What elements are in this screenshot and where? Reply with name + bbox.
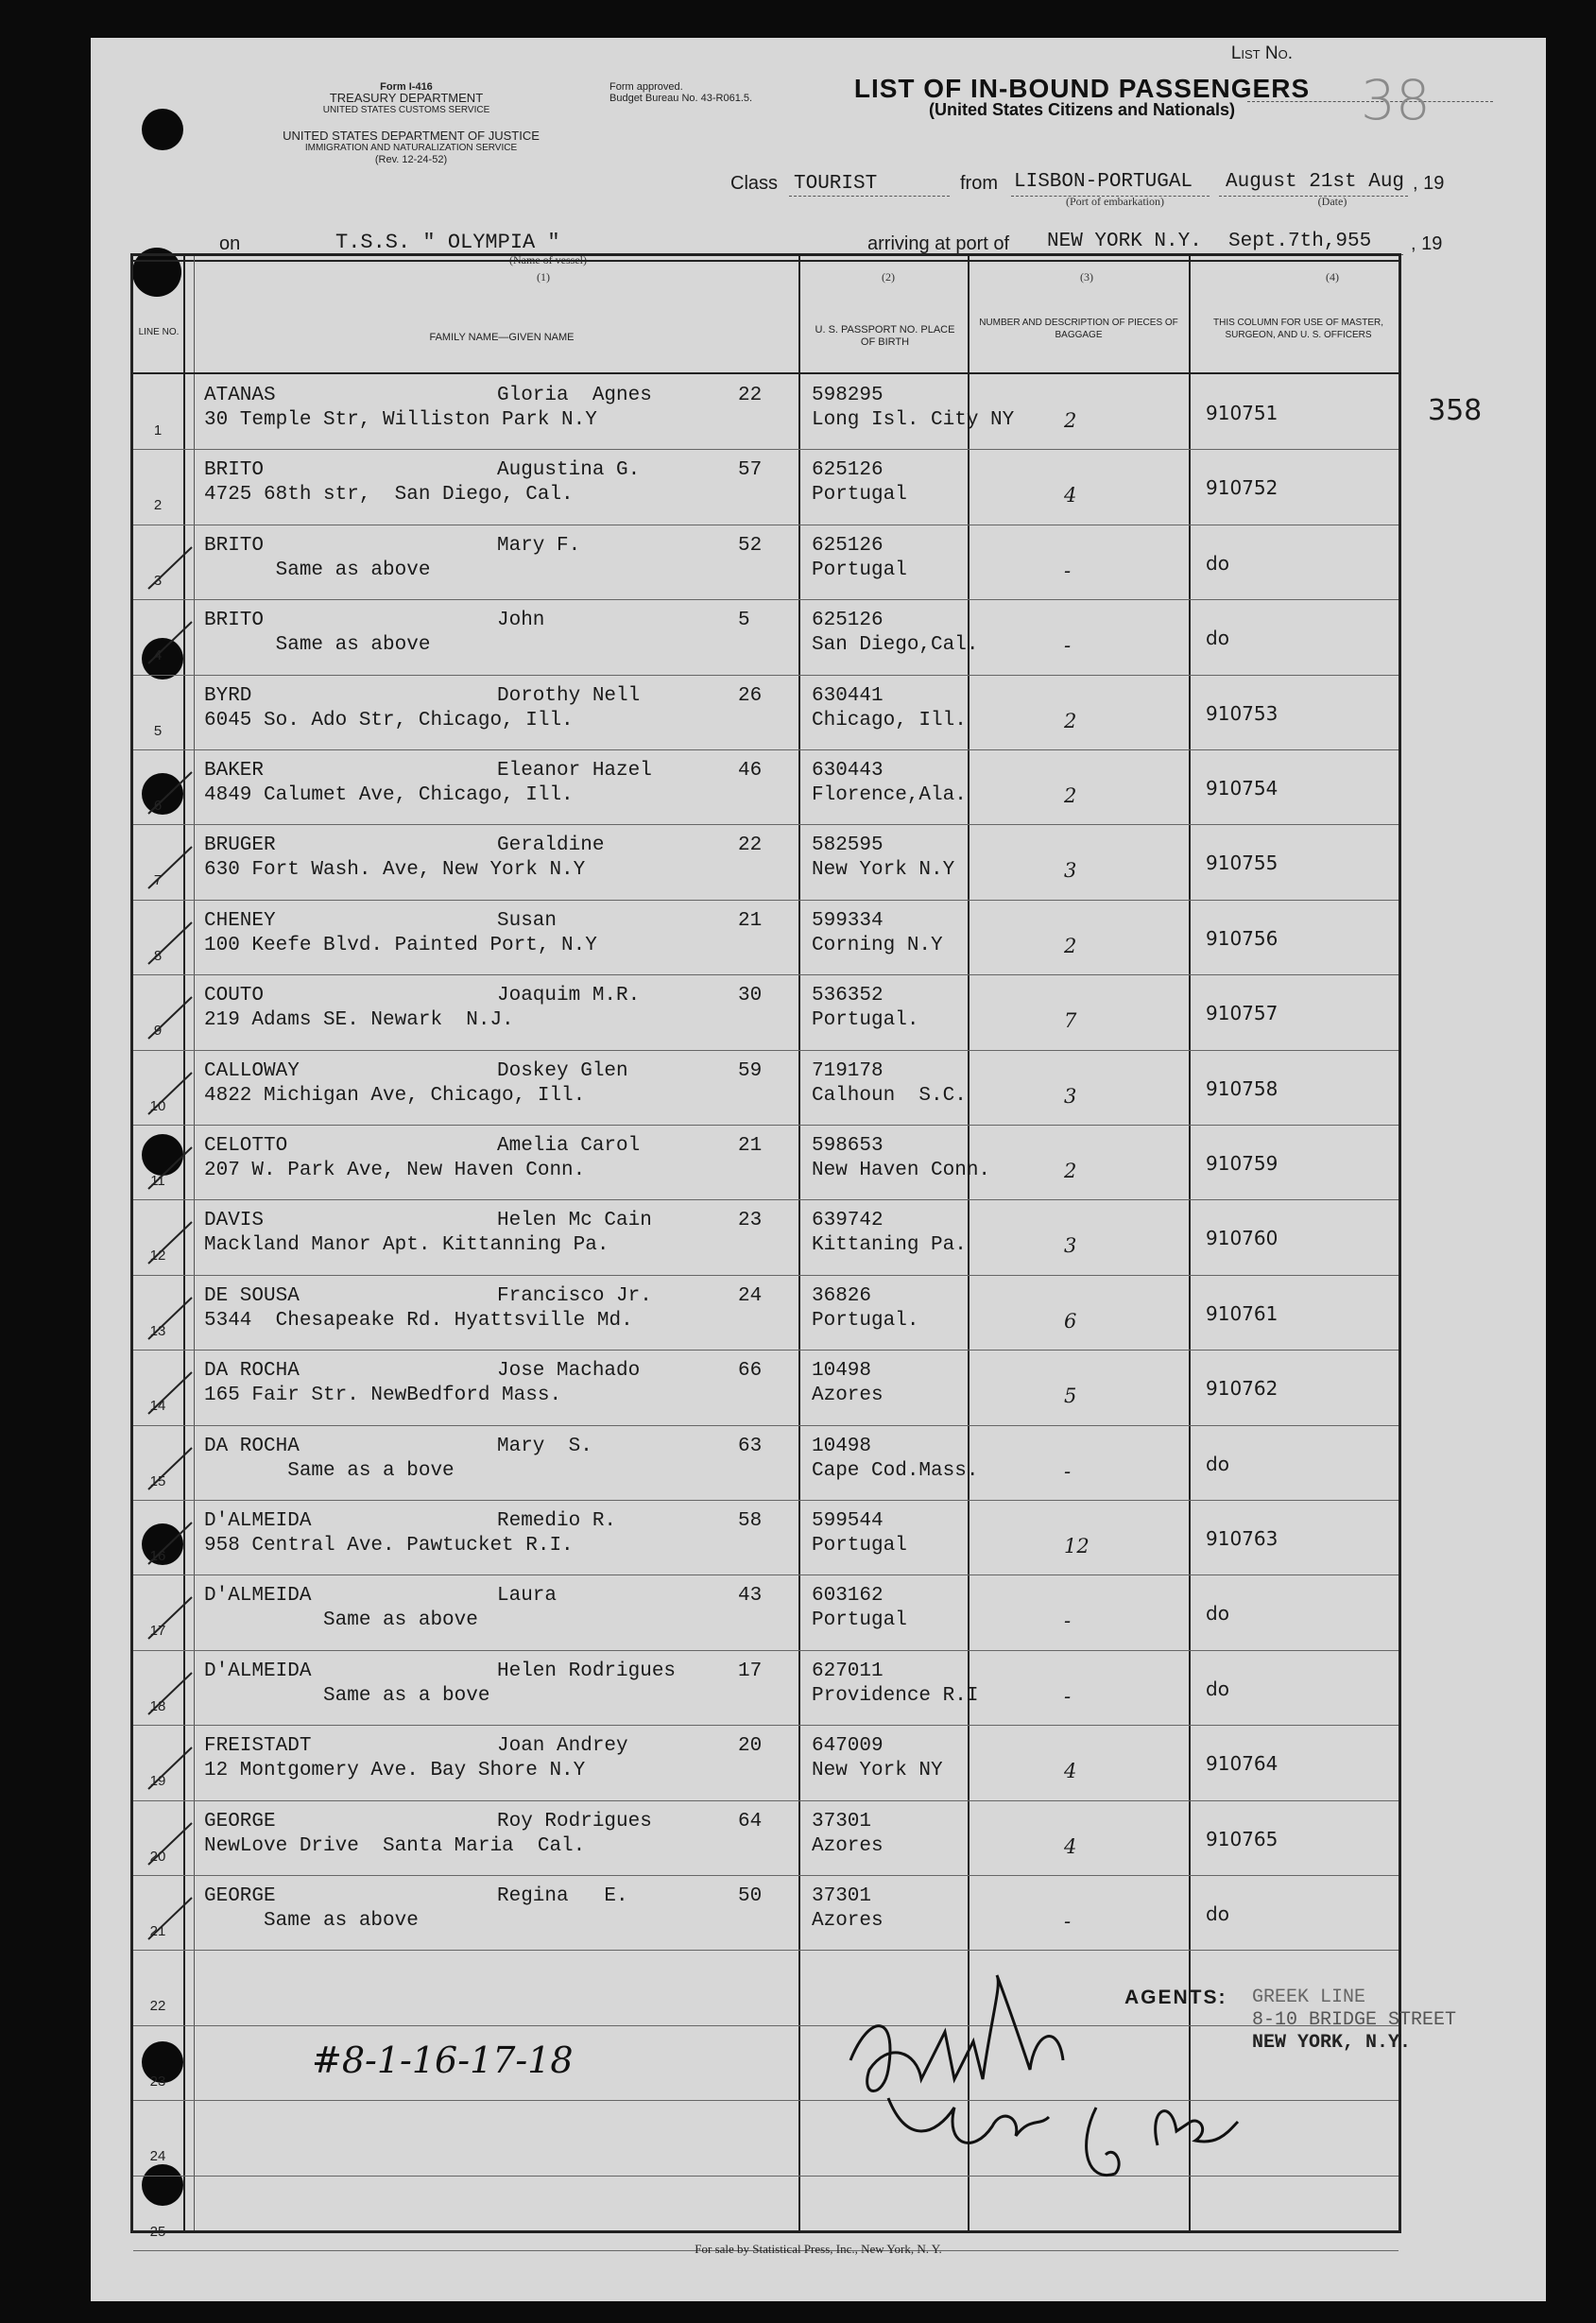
baggage-count: 2: [1064, 934, 1077, 957]
class-value: TOURIST: [794, 173, 878, 195]
row-number: 3: [153, 572, 163, 589]
place-of-birth: New York NY: [812, 1760, 943, 1782]
age: 57: [738, 459, 763, 482]
baggage-count: -: [1064, 1459, 1072, 1483]
signature: [832, 1956, 1323, 2202]
place-of-birth: Chicago, Ill.: [812, 709, 967, 731]
arriving-label: arriving at port of: [867, 233, 1010, 254]
given-name: Remedio R.: [497, 1510, 617, 1532]
table-top-rule: [133, 260, 1399, 262]
address: 4725 68th str, San Diego, Cal.: [204, 484, 574, 507]
row-rule: [133, 1650, 1399, 1651]
row-number: 22: [149, 1998, 166, 2015]
age: 46: [738, 760, 763, 782]
row-number: 1: [153, 422, 163, 439]
row-number: 9: [153, 1023, 163, 1040]
officer-number: 910757: [1206, 1002, 1279, 1025]
officer-number: 910762: [1206, 1377, 1279, 1401]
row-number: 23: [149, 2073, 166, 2090]
row-rule: [133, 449, 1399, 450]
family-name: CALLOWAY: [204, 1059, 300, 1082]
list-number-value: 38: [1361, 68, 1431, 132]
row-rule: [133, 1800, 1399, 1801]
family-name: D'ALMEIDA: [204, 1660, 312, 1682]
row-number: 16: [149, 1548, 166, 1564]
address: Mackland Manor Apt. Kittanning Pa.: [204, 1234, 609, 1257]
justice-department: UNITED STATES DEPARTMENT OF JUSTICE: [283, 129, 540, 143]
row-rule: [133, 1275, 1399, 1276]
col-divider: [968, 256, 970, 2230]
place-of-birth: New Haven Conn.: [812, 1160, 991, 1181]
place-of-birth: Azores: [812, 1834, 884, 1857]
place-of-birth: Cape Cod.Mass.: [812, 1459, 979, 1482]
age: 21: [738, 1135, 763, 1157]
address: 165 Fair Str. NewBedford Mass.: [204, 1385, 562, 1407]
row-number: 18: [149, 1697, 166, 1714]
form-approved: Form approved.: [609, 81, 683, 93]
passport-number: 599544: [812, 1510, 884, 1532]
embark-date: August 21st Aug: [1226, 171, 1405, 193]
place-of-birth: Long Isl. City NY: [812, 409, 1015, 431]
row-rule: [133, 1425, 1399, 1426]
age: 59: [738, 1059, 763, 1082]
row-number: 25: [149, 2223, 166, 2240]
age: 52: [738, 534, 763, 557]
given-name: Helen Mc Cain: [497, 1210, 652, 1232]
given-name: Francisco Jr.: [497, 1284, 652, 1307]
passport-number: 582595: [812, 835, 884, 857]
passport-number: 598295: [812, 385, 884, 406]
age: 26: [738, 684, 763, 707]
officer-number: 910758: [1206, 1076, 1279, 1100]
address: 12 Montgomery Ave. Bay Shore N.Y: [204, 1760, 586, 1782]
immigration-service: IMMIGRATION AND NATURALIZATION SERVICE: [304, 143, 518, 153]
row-number: 10: [149, 1097, 166, 1114]
caption-4: (4): [1326, 270, 1339, 284]
officer-number: 910754: [1206, 777, 1279, 800]
baggage-count: 3: [1064, 1234, 1077, 1258]
passport-number: 639742: [812, 1210, 884, 1232]
officer-number: 910752: [1206, 476, 1279, 500]
passport-number: 37301: [812, 1885, 872, 1907]
officer-number: do: [1206, 627, 1229, 650]
col-header-passport: U. S. PASSPORT NO. PLACE OF BIRTH: [815, 324, 955, 348]
row-rule: [133, 824, 1399, 825]
row-number: 8: [153, 947, 163, 964]
port-of-embarkation: LISBON-PORTUGAL: [1014, 171, 1193, 193]
place-of-birth: Kittaning Pa.: [812, 1234, 967, 1257]
baggage-count: 4: [1064, 1834, 1077, 1858]
family-name: DA ROCHA: [204, 1360, 300, 1383]
baggage-count: 6: [1064, 1309, 1077, 1333]
year-label-2: , 19: [1411, 233, 1443, 254]
age: 22: [738, 385, 763, 406]
footer-imprint: For sale by Statistical Press, Inc., New York, N. Y.: [695, 2242, 942, 2256]
caption-3: (3): [1080, 270, 1093, 284]
baggage-count: 3: [1064, 1084, 1077, 1108]
address: 4849 Calumet Ave, Chicago, Ill.: [204, 784, 574, 806]
address: 5344 Chesapeake Rd. Hyattsville Md.: [204, 1309, 633, 1332]
caption-2: (2): [882, 270, 895, 284]
row-number: 20: [149, 1848, 166, 1865]
class-line: [789, 195, 950, 197]
place-of-birth: Azores: [812, 1910, 884, 1932]
vessel-caption: (Name of vessel): [509, 253, 587, 267]
baggage-count: -: [1064, 1910, 1072, 1933]
place-of-birth: Portugal: [812, 1609, 907, 1632]
address: Same as above: [204, 1609, 478, 1632]
page-title: LIST OF IN-BOUND PASSENGERS: [853, 74, 1311, 103]
row-number: 4: [153, 647, 163, 664]
place-of-birth: Corning N.Y: [812, 934, 943, 956]
given-name: Amelia Carol: [497, 1135, 641, 1157]
age: 63: [738, 1435, 763, 1457]
passport-number: 630441: [812, 684, 884, 707]
row-rule: [133, 1350, 1399, 1351]
given-name: Joan Andrey: [497, 1735, 628, 1758]
port-caption: (Port of embarkation): [1066, 195, 1164, 208]
arrival-date: Sept.7th,955: [1228, 231, 1372, 252]
check-mark: [143, 1214, 199, 1271]
address: Same as a bove: [204, 1684, 490, 1707]
baggage-count: 7: [1064, 1009, 1077, 1033]
place-of-birth: Portugal: [812, 559, 907, 581]
passport-number: 598653: [812, 1135, 884, 1157]
baggage-count: 12: [1064, 1535, 1090, 1557]
passport-number: 719178: [812, 1059, 884, 1082]
given-name: Augustina G.: [497, 459, 641, 482]
family-name: D'ALMEIDA: [204, 1585, 312, 1608]
baggage-count: 2: [1064, 709, 1077, 732]
age: 22: [738, 835, 763, 857]
passport-number: 647009: [812, 1735, 884, 1758]
handwritten-note: #8-1-16-17-18: [312, 2039, 574, 2081]
check-mark: [143, 1890, 199, 1947]
family-name: BRITO: [204, 534, 265, 557]
place-of-birth: Providence R.I: [812, 1684, 979, 1707]
family-name: COUTO: [204, 985, 265, 1007]
baggage-count: -: [1064, 634, 1072, 658]
passport-number: 603162: [812, 1585, 884, 1608]
col-divider: [798, 256, 800, 2230]
officer-number: 910760: [1206, 1227, 1279, 1250]
baggage-count: 4: [1064, 484, 1077, 508]
place-of-birth: Calhoun S.C.: [812, 1084, 967, 1107]
check-mark: [143, 765, 199, 821]
officer-number: 910751: [1206, 402, 1279, 424]
row-rule: [133, 1125, 1399, 1126]
treasury-department: TREASURY DEPARTMENT: [329, 91, 484, 105]
passport-number: 36826: [812, 1284, 872, 1307]
baggage-count: 2: [1064, 1160, 1077, 1182]
family-name: BRITO: [204, 610, 265, 632]
form-number: Form I-416: [380, 81, 433, 93]
row-number: 15: [149, 1472, 166, 1489]
family-name: DAVIS: [204, 1210, 265, 1232]
passport-number: 599334: [812, 909, 884, 932]
place-of-birth: Azores: [812, 1385, 884, 1407]
row-number: 6: [153, 798, 163, 814]
check-mark: [143, 1515, 199, 1572]
address: 958 Central Ave. Pawtucket R.I.: [204, 1535, 574, 1557]
officer-number: do: [1206, 551, 1229, 575]
row-number: 17: [149, 1623, 166, 1640]
list-number-label: List No.: [1230, 43, 1293, 63]
given-name: Joaquim M.R.: [497, 985, 641, 1007]
row-number: 24: [149, 2148, 166, 2165]
family-name: FREISTADT: [204, 1735, 312, 1758]
officer-number: 910765: [1206, 1827, 1279, 1850]
revision-date: (Rev. 12-24-52): [374, 154, 448, 165]
place-of-birth: Florence,Ala.: [812, 784, 967, 806]
given-name: Mary F.: [497, 534, 581, 557]
row-rule: [133, 974, 1399, 975]
row-rule: [133, 1574, 1399, 1575]
officer-number: 910755: [1206, 852, 1279, 875]
officer-number: do: [1206, 1902, 1229, 1925]
baggage-count: -: [1064, 1609, 1072, 1633]
given-name: Geraldine: [497, 835, 605, 857]
check-mark: [143, 1140, 199, 1196]
baggage-count: 5: [1064, 1385, 1077, 1408]
caption-1: (1): [537, 270, 550, 284]
header-rule: [133, 372, 1399, 374]
row-number: 21: [149, 1923, 166, 1939]
row-rule: [133, 675, 1399, 676]
row-rule: [133, 1725, 1399, 1726]
row-number: 5: [153, 722, 163, 739]
given-name: Dorothy Nell: [497, 684, 641, 707]
family-name: BRITO: [204, 459, 265, 482]
address: Same as above: [204, 1910, 419, 1932]
place-of-birth: Portugal: [812, 484, 907, 507]
passport-number: 10498: [812, 1435, 872, 1457]
check-mark: [143, 1065, 199, 1122]
family-name: CHENEY: [204, 909, 276, 932]
family-name: BYRD: [204, 684, 252, 707]
row-number: 11: [150, 1173, 165, 1189]
on-label: on: [219, 233, 241, 254]
passport-number: 536352: [812, 985, 884, 1007]
address: Same as above: [204, 559, 431, 581]
page-subtitle: (United States Citizens and Nationals): [928, 100, 1236, 119]
place-of-birth: New York N.Y: [812, 859, 955, 882]
place-of-birth: Portugal.: [812, 1309, 919, 1332]
row-rule: [133, 1199, 1399, 1200]
place-of-birth: San Diego,Cal.: [812, 634, 979, 657]
budget-bureau: Budget Bureau No. 43-R061.5.: [609, 93, 753, 104]
given-name: John: [497, 610, 545, 632]
age: 50: [738, 1885, 763, 1907]
address: NewLove Drive Santa Maria Cal.: [204, 1834, 586, 1857]
col-header-officers: THIS COLUMN FOR USE OF MASTER, SURGEON, AND U. S. OFFICERS: [1212, 318, 1383, 340]
age: 24: [738, 1284, 763, 1307]
customs-service: UNITED STATES CUSTOMS SERVICE: [322, 105, 490, 115]
check-mark: [143, 1740, 199, 1797]
given-name: Roy Rodrigues: [497, 1810, 652, 1833]
passport-number: 630443: [812, 760, 884, 782]
age: 58: [738, 1510, 763, 1532]
row-rule: [133, 900, 1399, 901]
officer-number: 910764: [1206, 1752, 1279, 1776]
family-name: DA ROCHA: [204, 1435, 300, 1457]
address: 207 W. Park Ave, New Haven Conn.: [204, 1160, 586, 1181]
passport-number: 10498: [812, 1360, 872, 1383]
officer-number: 910759: [1206, 1152, 1279, 1175]
check-mark: [143, 614, 199, 671]
given-name: Mary S.: [497, 1435, 592, 1457]
row-number: 19: [149, 1773, 166, 1790]
address: 219 Adams SE. Newark N.J.: [204, 1009, 514, 1032]
age: 64: [738, 1810, 763, 1833]
officer-number: 910753: [1206, 701, 1279, 725]
agents-name: GREEK LINE: [1252, 1987, 1366, 2008]
officer-number: 910761: [1206, 1301, 1279, 1325]
given-name: Gloria Agnes: [497, 385, 652, 406]
given-name: Eleanor Hazel: [497, 760, 652, 782]
officer-number: do: [1206, 1602, 1229, 1626]
given-name: Doskey Glen: [497, 1059, 628, 1082]
passport-number: 37301: [812, 1810, 872, 1833]
passenger-table: [130, 253, 1483, 2240]
vessel-name: T.S.S. " OLYMPIA ": [335, 231, 560, 254]
family-name: GEORGE: [204, 1885, 276, 1907]
given-name: Susan: [497, 909, 558, 932]
given-name: Jose Machado: [497, 1360, 641, 1383]
family-name: DE SOUSA: [204, 1284, 300, 1307]
family-name: BAKER: [204, 760, 265, 782]
address: 100 Keefe Blvd. Painted Port, N.Y: [204, 934, 597, 956]
class-label: Class: [730, 173, 779, 194]
address: 6045 So. Ado Str, Chicago, Ill.: [204, 709, 574, 731]
col-header-name: FAMILY NAME—GIVEN NAME: [429, 332, 575, 343]
baggage-count: 3: [1064, 859, 1077, 883]
check-mark: [143, 1815, 199, 1872]
row-number: 7: [153, 872, 163, 889]
age: 30: [738, 985, 763, 1007]
age: 17: [738, 1660, 763, 1682]
baggage-count: 2: [1064, 409, 1077, 432]
check-mark: [143, 1590, 199, 1646]
age: 21: [738, 909, 763, 932]
row-number: 13: [149, 1322, 166, 1339]
baggage-count: -: [1064, 1684, 1072, 1708]
family-name: BRUGER: [204, 835, 276, 857]
age: 5: [738, 610, 750, 632]
address: 30 Temple Str, Williston Park N.Y: [204, 409, 597, 431]
family-name: ATANAS: [204, 385, 276, 406]
arrival-port: NEW YORK N.Y.: [1047, 231, 1202, 252]
baggage-count: -: [1064, 559, 1072, 582]
row-rule: [133, 749, 1399, 750]
address: Same as above: [204, 634, 431, 657]
row-number: 12: [149, 1248, 166, 1265]
check-mark: [143, 1365, 199, 1421]
agents-city: NEW YORK, N.Y.: [1252, 2032, 1412, 2054]
age: 66: [738, 1360, 763, 1383]
given-name: Laura: [497, 1585, 558, 1608]
check-mark: [143, 989, 199, 1046]
from-label: from: [960, 173, 998, 194]
date-caption: (Date): [1317, 195, 1347, 208]
year-label-1: , 19: [1413, 173, 1445, 194]
row-rule: [133, 1950, 1399, 1951]
check-mark: [143, 1665, 199, 1722]
family-name: CELOTTO: [204, 1135, 288, 1157]
age: 23: [738, 1210, 763, 1232]
officer-number: 910763: [1206, 1527, 1279, 1550]
passport-number: 627011: [812, 1660, 884, 1682]
officer-number: do: [1206, 1677, 1229, 1700]
officer-number: 910756: [1206, 926, 1279, 950]
row-rule: [133, 1500, 1399, 1501]
col-divider: [1189, 256, 1191, 2230]
passport-number: 625126: [812, 459, 884, 482]
age: 43: [738, 1585, 763, 1608]
address: 4822 Michigan Ave, Chicago, Ill.: [204, 1084, 586, 1107]
col-header-line: LINE NO.: [138, 327, 180, 337]
binder-hole: [142, 109, 183, 150]
family-name: GEORGE: [204, 1810, 276, 1833]
given-name: Helen Rodrigues: [497, 1660, 677, 1682]
passport-number: 625126: [812, 534, 884, 557]
given-name: Regina E.: [497, 1885, 628, 1907]
row-rule: [133, 1050, 1399, 1051]
place-of-birth: Portugal.: [812, 1009, 919, 1032]
baggage-count: 2: [1064, 784, 1077, 807]
check-mark: [143, 540, 199, 596]
check-mark: [143, 1440, 199, 1497]
check-mark: [143, 839, 199, 896]
row-number: 2: [153, 497, 163, 514]
col-header-baggage: NUMBER AND DESCRIPTION OF PIECES OF BAGGAGE: [979, 318, 1178, 340]
check-mark: [143, 1290, 199, 1347]
family-name: D'ALMEIDA: [204, 1510, 312, 1532]
address: 630 Fort Wash. Ave, New York N.Y: [204, 859, 586, 882]
address: Same as a bove: [204, 1459, 455, 1482]
baggage-count: 4: [1064, 1760, 1077, 1783]
officer-extra: 358: [1428, 394, 1483, 427]
list-number-block: [1085, 43, 1293, 64]
row-rule: [133, 1875, 1399, 1876]
check-mark: [143, 915, 199, 972]
row-number: 14: [149, 1398, 166, 1415]
passport-number: 625126: [812, 610, 884, 632]
age: 20: [738, 1735, 763, 1758]
agents-address: 8-10 BRIDGE STREET: [1252, 2009, 1457, 2031]
officer-number: do: [1206, 1452, 1229, 1475]
agents-label: AGENTS:: [1124, 1987, 1227, 2008]
row-rule: [133, 599, 1399, 600]
place-of-birth: Portugal: [812, 1535, 907, 1557]
